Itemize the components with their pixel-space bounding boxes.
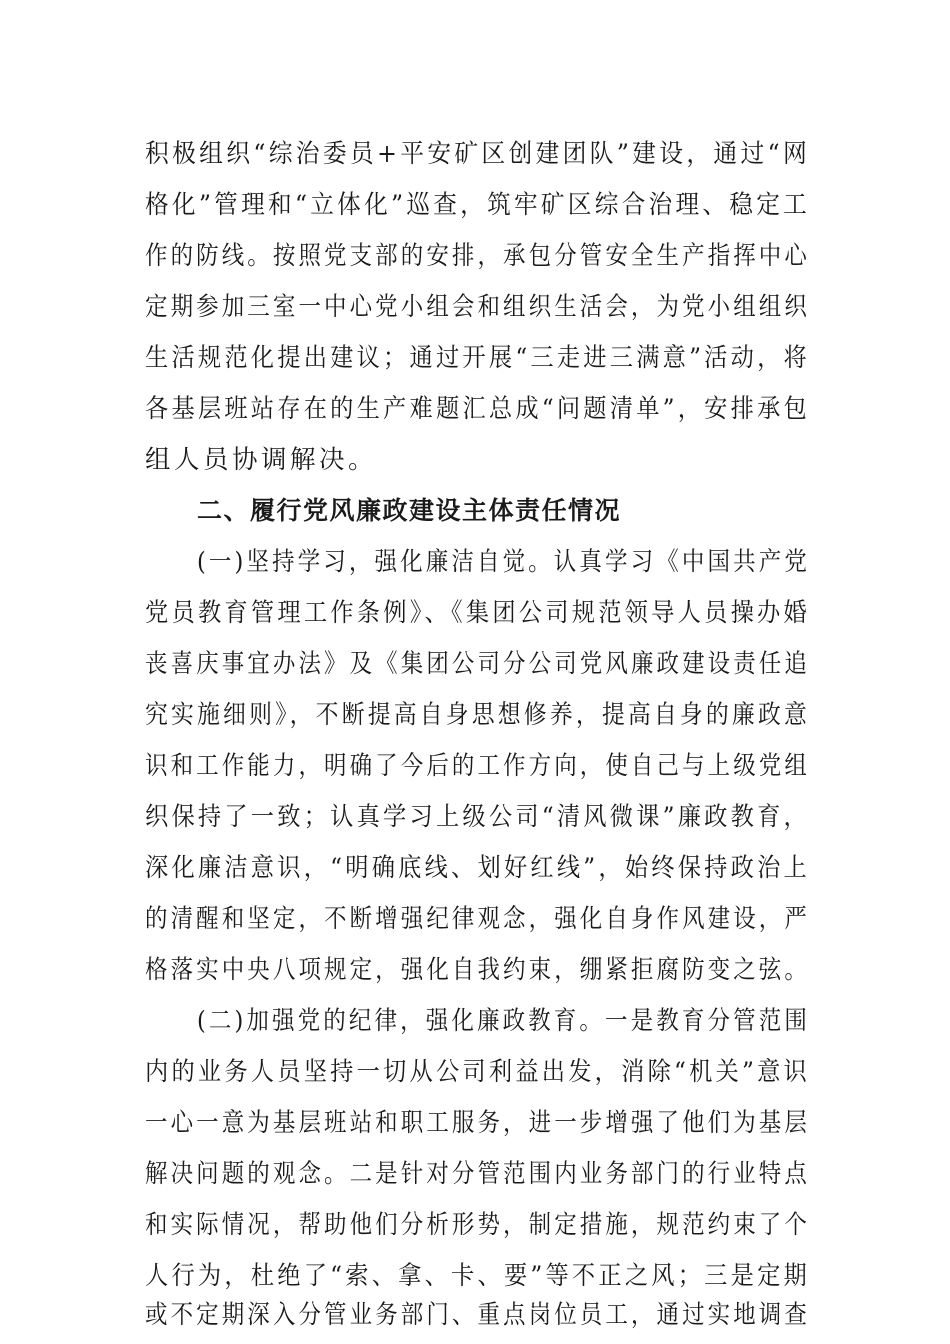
paragraph-1-line: 作的防线。按照党支部的安排，承包分管安全生产指挥中心 [145,241,810,271]
paragraph-2-line: 究实施细则》，不断提高自身思想修养，提高自身的廉政意 [145,700,810,730]
paragraph-3-line: 内的业务人员坚持一切从公司利益出发，消除“机关”意识 [145,1057,810,1087]
paragraph-3-line: 或不定期深入分管业务部门、重点岗位员工，通过实地调查 [145,1300,810,1330]
paragraph-2-line: 丧喜庆事宜办法》及《集团公司分公司党风廉政建设责任追 [145,649,810,679]
paragraph-1-line: 格化”管理和“立体化”巡查，筑牢矿区综合治理、稳定工 [145,190,811,220]
paragraph-2-line: 深化廉洁意识，“明确底线、划好红线”，始终保持政治上 [145,853,810,883]
paragraph-1-line: 生活规范化提出建议；通过开展“三走进三满意”活动，将 [145,343,810,373]
paragraph-2-line: 格落实中央八项规定，强化自我约束，绷紧拒腐防变之弦。 [145,955,810,985]
paragraph-1-line: 定期参加三室一中心党小组会和组织生活会，为党小组组织 [145,292,810,322]
paragraph-2-line: 党员教育管理工作条例》、《集团公司规范领导人员操办婚 [145,598,810,628]
paragraph-1-line: 各基层班站存在的生产难题汇总成“问题清单”，安排承包 [145,394,810,424]
paragraph-3-line: 一心一意为基层班站和职工服务，进一步增强了他们为基层 [145,1108,810,1138]
paragraph-3-line: 解决问题的观念。二是针对分管范围内业务部门的行业特点 [145,1159,810,1189]
paragraph-3-line: (二)加强党的纪律，强化廉政教育。一是教育分管范围 [197,1006,810,1036]
paragraph-1-line: 组人员协调解决。 [145,445,378,475]
paragraph-2-line: 的清醒和坚定，不断增强纪律观念，强化自身作风建设，严 [145,904,810,934]
paragraph-2-line: 识和工作能力，明确了今后的工作方向，使自己与上级党组 [145,751,810,781]
paragraph-2-line: (一)坚持学习，强化廉洁自觉。认真学习《中国共产党 [197,547,810,577]
paragraph-3-line: 人行为，杜绝了“索、拿、卡、要”等不正之风；三是定期 [145,1261,810,1291]
paragraph-2-line: 织保持了一致；认真学习上级公司“清风微课”廉政教育， [145,802,810,832]
section-heading: 二、履行党风廉政建设主体责任情况 [197,496,622,525]
paragraph-1-line: 积极组织“综治委员+平安矿区创建团队”建设，通过“网 [145,139,811,169]
paragraph-3-line: 和实际情况，帮助他们分析形势，制定措施，规范约束了个 [145,1210,810,1240]
